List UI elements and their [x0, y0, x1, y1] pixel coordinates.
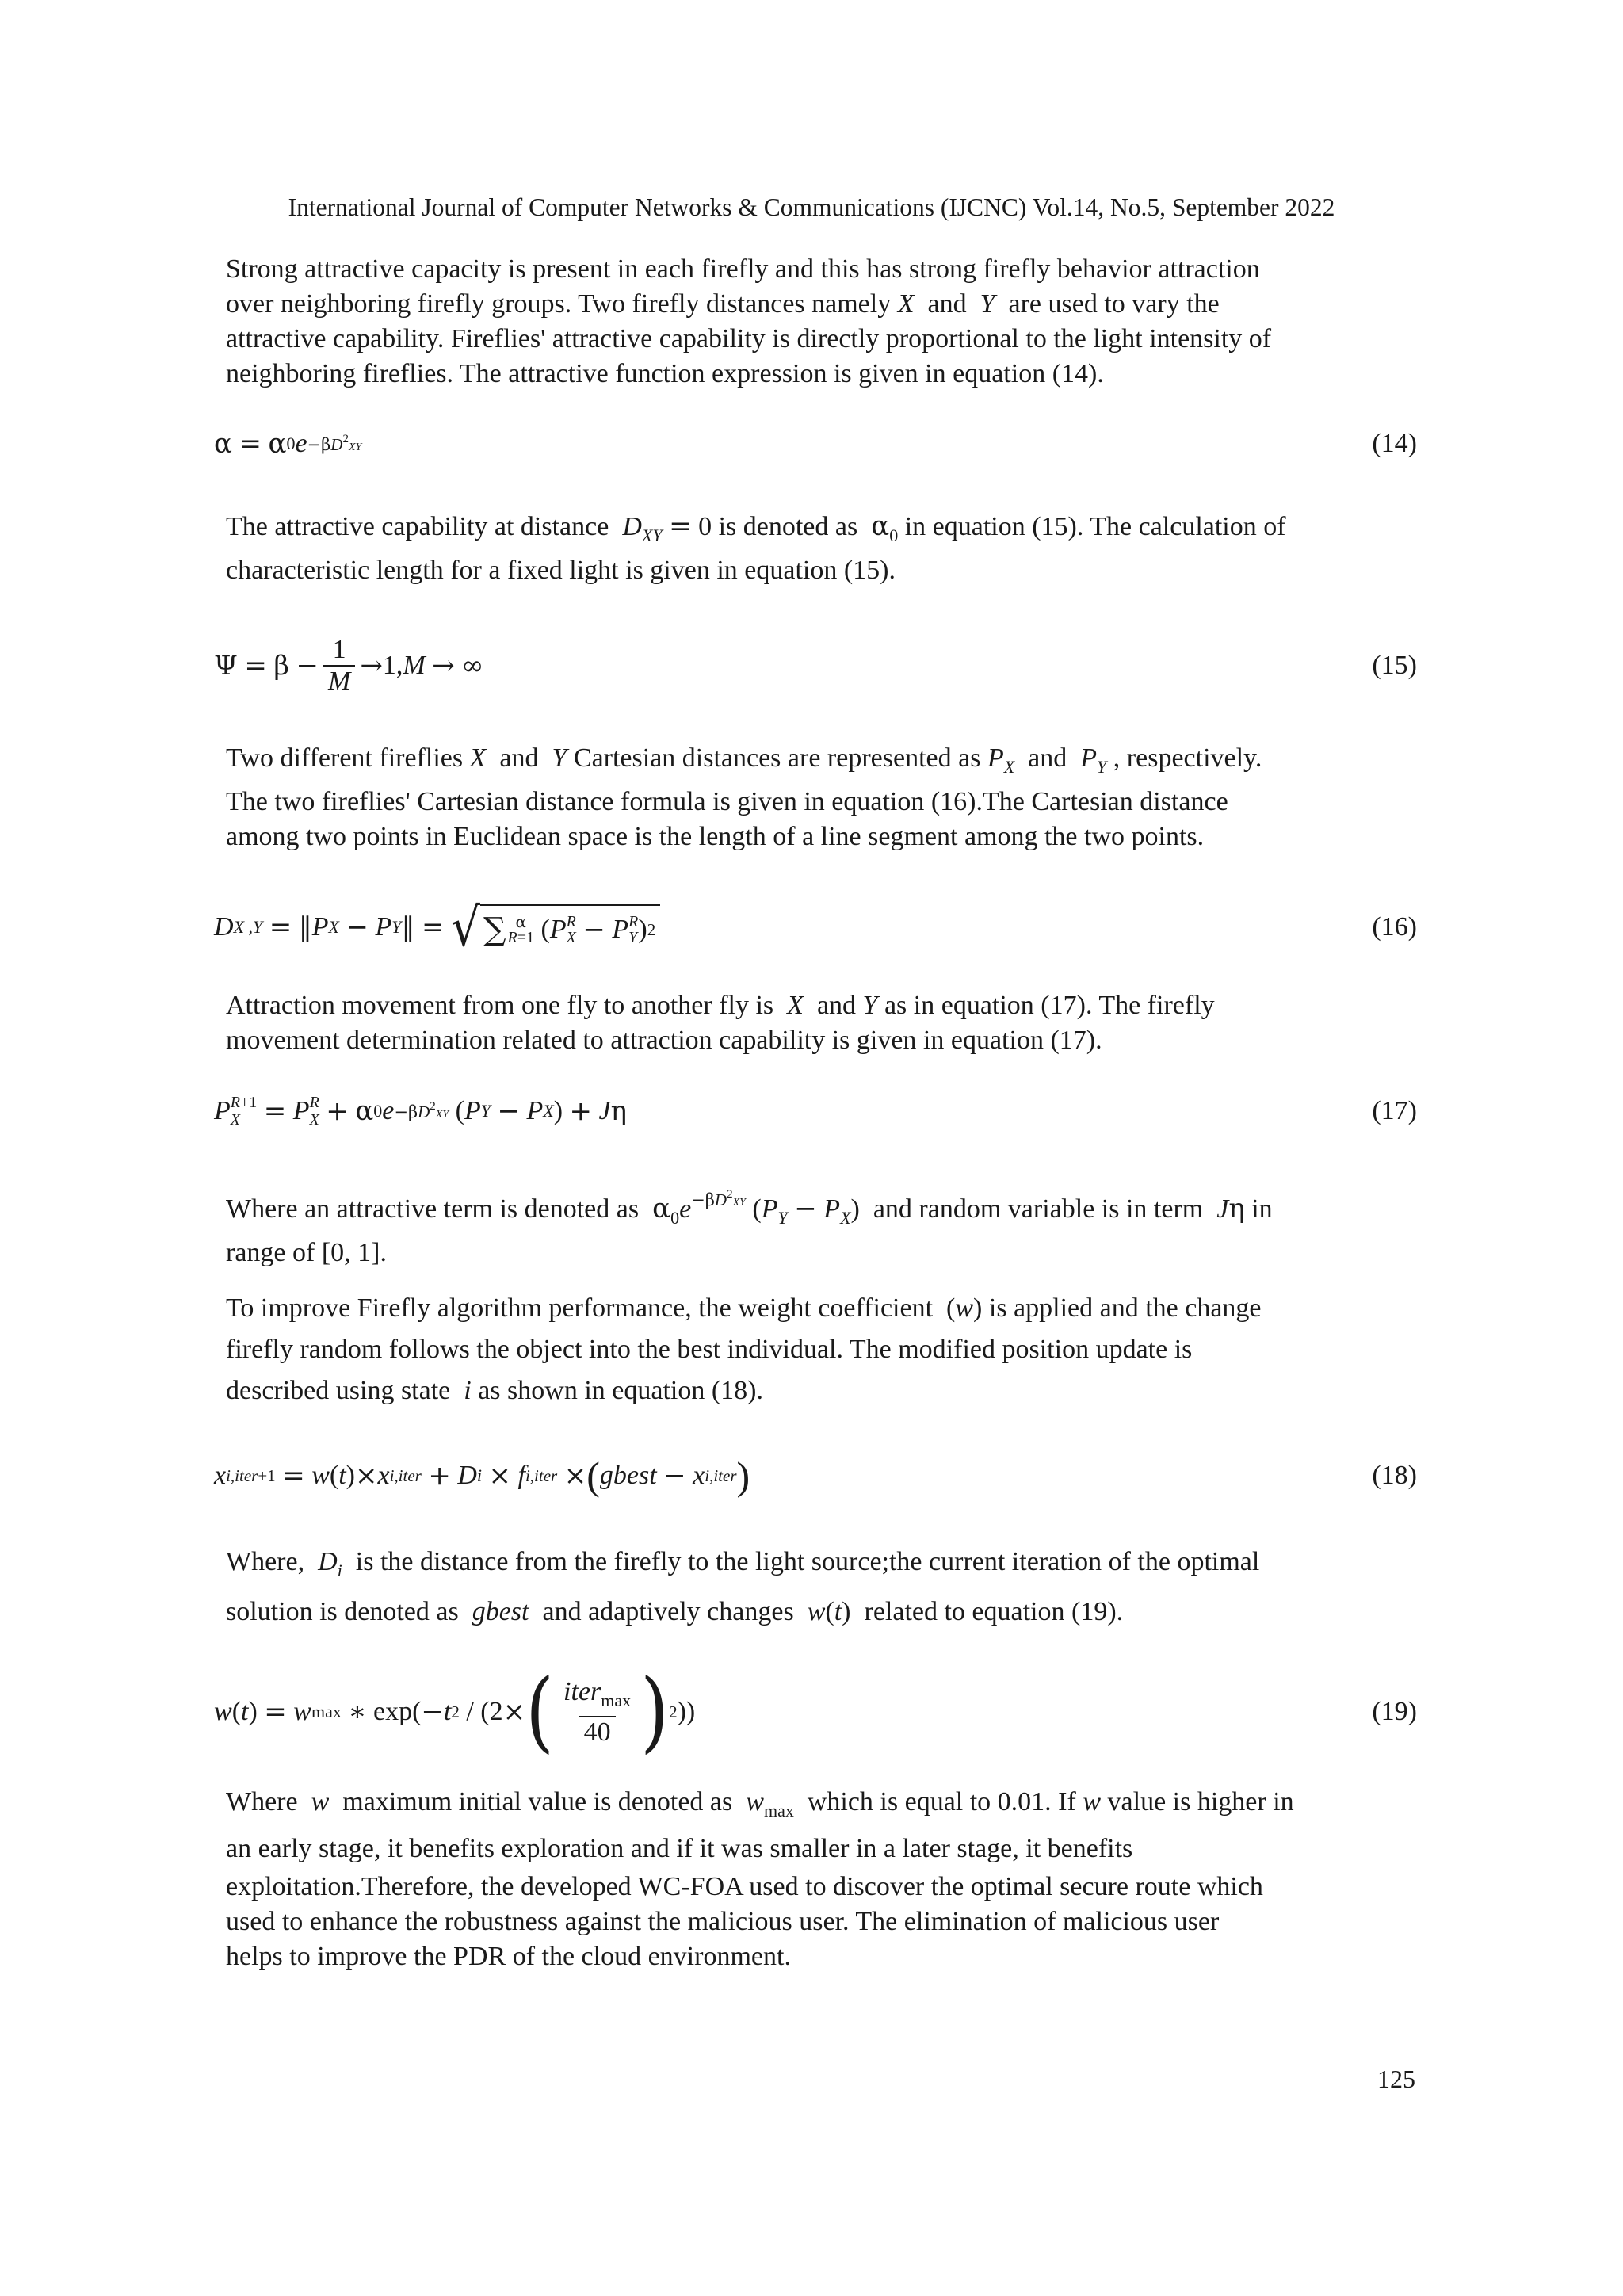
text-line: firefly random follows the object into the best individual. The modified position update is — [226, 1335, 1193, 1364]
equation-17-number: (17) — [1372, 1096, 1417, 1125]
text-line: and — [499, 743, 539, 773]
text-line: range of [0, 1]. — [226, 1238, 387, 1267]
text-line: is denoted as — [718, 512, 858, 541]
paragraph-cartesian-distance: Two different fireflies X and Y Cartesian distances are represented as $P_X$ and $P_Y$ , respectively. The two fireflies' Cartesian distance formula is given in equation (16).The Cartesian distance among two points in Euclidean space is the length of a line segment among the two points. — [226, 741, 1416, 854]
text-line: characteristic length for a fixed light is given in equation (15). — [226, 556, 896, 585]
equation-16-expression: D X ,Y = ‖ P X − P Y ‖ = √ ∑ α R=1 ( P R X − P R Y ) 2 — [214, 892, 660, 963]
text-line: Strong attractive capacity is present in each firefly and this has strong firefly behavior attraction — [226, 254, 1260, 284]
equation-14 — [214, 412, 1417, 476]
paragraph-attraction-movement: Attraction movement from one fly to another fly is X and Y as in equation (17). The firefly movement determination related to attraction capability is given in equation (17). — [226, 988, 1416, 1058]
equation-19-number: (19) — [1372, 1697, 1417, 1726]
equation-15-expression: Ψ = β − $\frac{1}{M}$ → 1, M → ∞ — [214, 635, 484, 696]
text-line: To improve Firefly algorithm performance, the weight coefficient — [226, 1293, 934, 1323]
text-line: as shown in equation (18). — [478, 1376, 763, 1405]
equation-19 — [214, 1660, 1417, 1763]
equation-16 — [214, 892, 1417, 963]
equation-14-number: (14) — [1372, 429, 1417, 458]
equation-17 — [214, 1079, 1417, 1143]
text-line: described using state — [226, 1376, 451, 1405]
text-line: attractive capability. Fireflies' attractive capability is directly proportional to the light intensity of — [226, 324, 1272, 353]
text-line: an early stage, it benefits exploration and if it was smaller in a later stage, it benefits — [226, 1834, 1133, 1863]
paragraph-attractive-capacity: Strong attractive capacity is present in each firefly and this has strong firefly behavior attraction over neighboring firefly groups. Two firefly distances namely X and Y are used to vary the attractive capability. Fireflies' attractive capability is directly proportional to the light intensity of neighboring fireflies. The attractive function expression is given in equation (14). — [226, 252, 1416, 392]
text-line: Two different fireflies — [226, 743, 464, 773]
text-line: as in equation (17). The firefly — [884, 991, 1215, 1020]
text-line: in equation (15). The calculation of — [904, 512, 1286, 541]
paragraph-gbest: Where, $D_i$ is the distance from the firefly to the light source;the current iteration of the optimal solution is denoted as gbest and adaptively changes w(t) related to equation (19). — [226, 1547, 1260, 1626]
equation-19-expression: w ( t ) = w max ∗ exp( − t 2 / (2 × ( $\frac{iter_{max}}{40}$ ) 2 )) — [214, 1660, 696, 1763]
text-line: maximum initial value is denoted as — [342, 1787, 733, 1817]
text-line: The attractive capability at distance — [226, 512, 609, 541]
text-line: Where, — [226, 1547, 305, 1576]
text-line: exploitation.Therefore, the developed WC-FOA used to discover the optimal secure route which — [226, 1872, 1263, 1901]
equation-14-expression: α = α 0 e $-\beta D^2XY$ — [214, 428, 362, 460]
text-line: among two points in Euclidean space is the length of a line segment among the two points. — [226, 822, 1205, 851]
text-line: related to equation (19). — [864, 1597, 1124, 1626]
journal-header: International Journal of Computer Networks & Communications (IJCNC) Vol.14, No.5, September 2022 — [288, 193, 1335, 221]
text-line: helps to improve the PDR of the cloud environment. — [226, 1942, 791, 1971]
text-line: in — [1251, 1194, 1273, 1224]
text-line: over neighboring firefly groups. Two firefly distances namely — [226, 289, 892, 319]
text-line: Cartesian distances are represented as — [573, 743, 981, 773]
text-line: The two fireflies' Cartesian distance formula is given in equation (16).The Cartesian distance — [226, 787, 1228, 816]
text-line: solution is denoted as — [226, 1597, 459, 1626]
equation-15-number: (15) — [1372, 651, 1417, 680]
text-line: Where — [226, 1787, 298, 1817]
equation-18-number: (18) — [1372, 1461, 1417, 1490]
text-line: Where an attractive term is denoted as — [226, 1194, 640, 1224]
text-line: and adaptively changes — [542, 1597, 794, 1626]
text-line: , respectively. — [1113, 743, 1262, 773]
equation-18 — [214, 1444, 1417, 1507]
text-line: and — [816, 991, 857, 1020]
text-line: is applied and the change — [988, 1293, 1262, 1323]
text-line: neighboring fireflies. The attractive function expression is given in equation (14). — [226, 359, 1104, 388]
equation-17-expression: P R+1 X = P R X + α 0 e $-\beta D^2XY$ ( P Y − P X ) + J η — [214, 1094, 627, 1129]
text-line: and — [1028, 743, 1067, 773]
text-line: value is higher in — [1107, 1787, 1294, 1817]
paragraph-attractive-distance: The attractive capability at distance $D_{XY} = 0$ is denoted as $\alpha_0$ in equation (15). The calculation of characteristic length for a fixed light is given in equation (15). — [226, 509, 1416, 588]
paragraph-wmax: Where w maximum initial value is denoted as $w_{max}$ which is equal to 0.01. If w value is higher in an early stage, it benefits exploration and if it was smaller in a later stage, it benefits exploitation.Therefore, the developed WC-FOA used to discover the optimal secure route which used to enhance the robustness against the malicious user. The elimination of malicious user helps to improve the PDR of the cloud environment. — [226, 1785, 1416, 1974]
text-line: used to enhance the robustness against the malicious user. The elimination of malicious user — [226, 1907, 1220, 1936]
paragraph-attractive-term: Where an attractive term is denoted as $\alpha_0e^{-\beta D^2XY}$ $(P_Y - P_X)$ and random variable is in term Jη in range of [0, 1]. — [226, 1177, 1416, 1270]
text-line: and random variable is in term — [873, 1194, 1204, 1224]
equation-18-expression: x i,iter +1 = w ( t ) × x i,iter + D i × f i,iter × ( gbest − x i,iter ) — [214, 1454, 750, 1498]
page-number: 125 — [1377, 2065, 1415, 2093]
text-line: and — [927, 289, 967, 319]
equation-16-number: (16) — [1372, 912, 1417, 942]
text-line: is the distance from the firefly to the light source;the current iteration of the optimal — [355, 1547, 1260, 1576]
text-line: which is equal to 0.01. If — [807, 1787, 1076, 1817]
text-line: movement determination related to attraction capability is given in equation (17). — [226, 1026, 1102, 1055]
paragraph-weight-coefficient: To improve Firefly algorithm performance, the weight coefficient (w) is applied and the change firefly random follows the object into the best individual. The modified position update is described using state i as shown in equation (18). — [226, 1288, 1416, 1412]
equation-15 — [214, 630, 1417, 701]
text-line: are used to vary the — [1008, 289, 1220, 319]
text-line: Attraction movement from one fly to another fly is — [226, 991, 774, 1020]
